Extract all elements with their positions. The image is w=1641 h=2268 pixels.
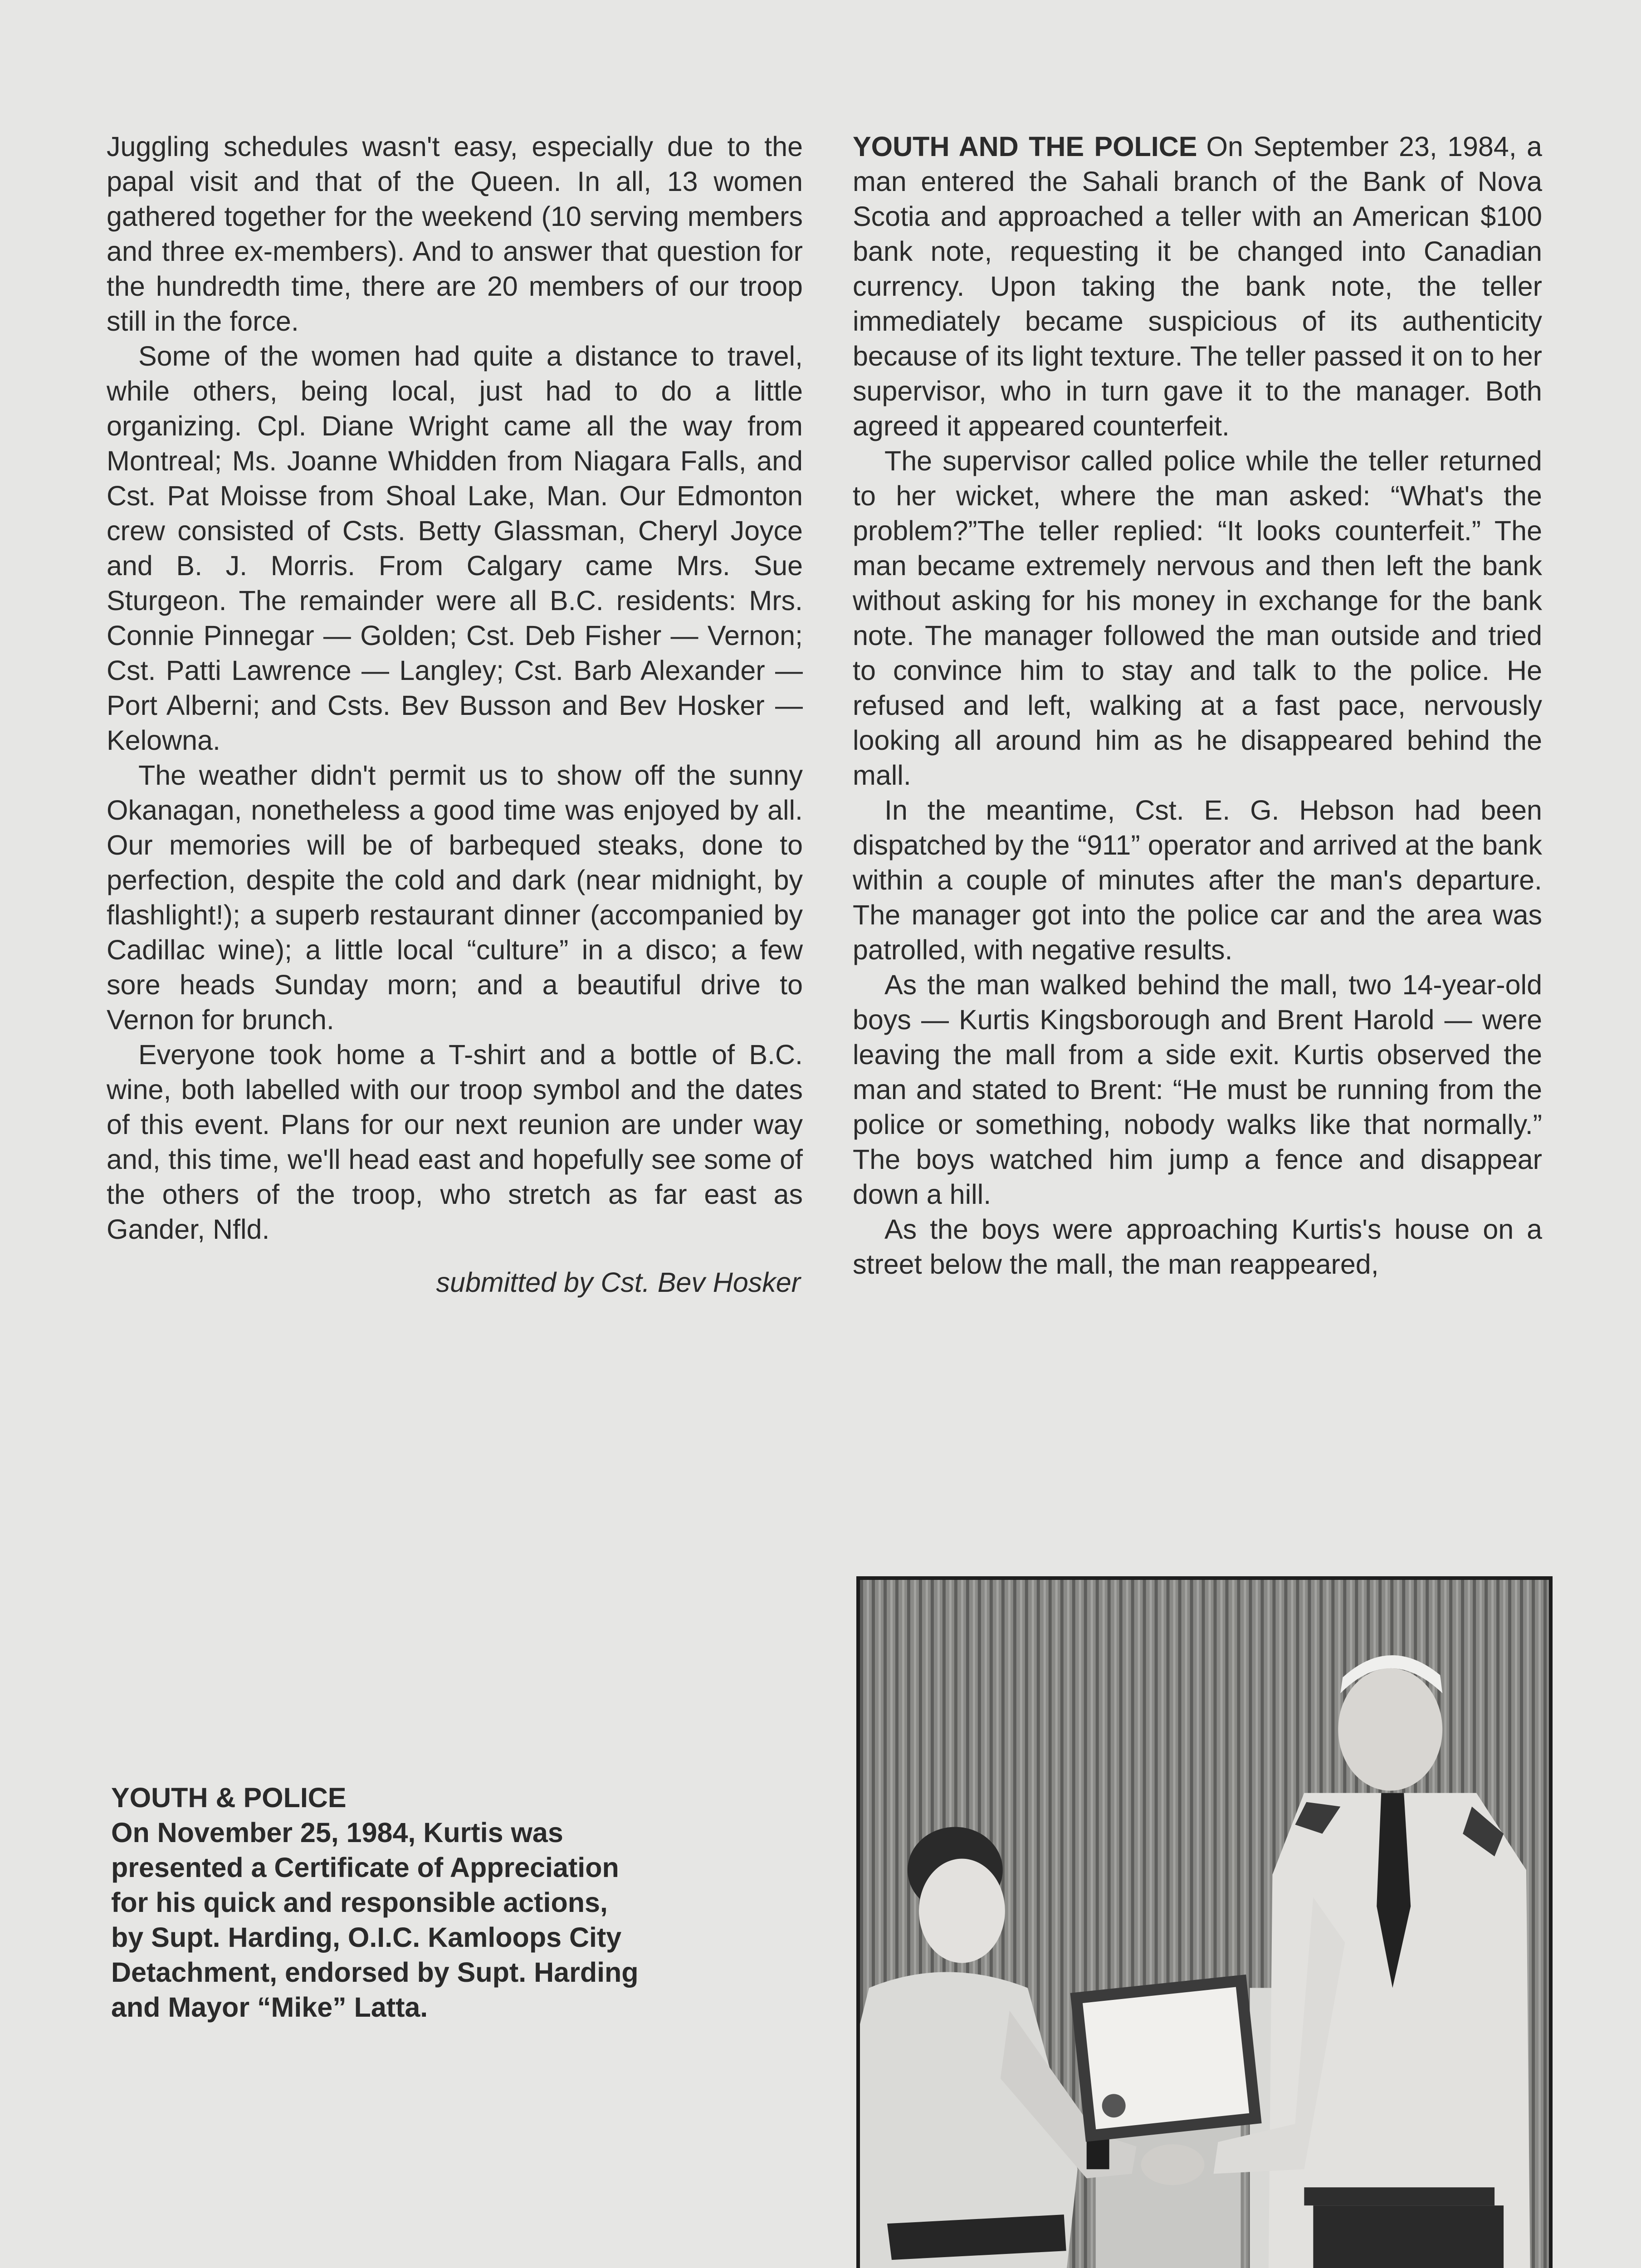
paragraph-with-heading: [853, 129, 1542, 444]
paragraph: The supervisor called police while the teller returned to her wicket, where the man asked: “What's the problem?”The teller replied: “It looks counterfeit.” The man became extremely nervous and then left the bank without asking for his money in exchange for the bank note. The manager followed the man outside and tried to convince him to stay and talk to the police. He refused and left, walking at a fast pace, nervously looking all around him as he disappeared behind the mall.: [853, 445, 1542, 791]
paragraph: Juggling schedules wasn't easy, especially due to the papal visit and that of the Queen. In all, 13 women gathered together for the weekend (10 serving members and three ex-members). And to answer that question for the hundredth time, there are 20 members of our troop still in the force.: [107, 131, 803, 337]
section-heading: YOUTH AND THE POLICE: [853, 131, 1197, 162]
photo-image: [860, 1580, 1549, 2268]
certificate: [1070, 1975, 1262, 2142]
left-column: [107, 129, 803, 1300]
paragraph: The weather didn't permit us to show off the sunny Okanagan, nonetheless a good time was enjoyed by all. Our memories will be of barbequed steaks, done to perfection, despite the cold and dark (near midnight, by flashlight!); a superb restaurant dinner (accompanied by Cadillac wine); a little local “culture” in a disco; a few sore heads Sunday morn; and a beautiful drive to Vernon for brunch.: [107, 760, 803, 1035]
paragraph: As the boys were approaching Kurtis's house on a street below the mall, the man reappeared,: [853, 1214, 1542, 1280]
caption-text: On November 25, 1984, Kurtis was presented a Certificate of Appreciation for his quick and responsible actions, by Supt. Harding, O.I.C. Kamloops City Detachment, endorsed by Supt. Harding and Mayor “Mike” Latta.: [111, 1817, 639, 2023]
paragraph: Everyone took home a T-shirt and a bottle of B.C. wine, both labelled with our troop symbol and the dates of this event. Plans for our next reunion are under way and, this time, we'll head east and hopefully see some of the others of the troop, who stretch as far east as Gander, Nfld.: [107, 1039, 803, 1245]
paragraph: In the meantime, Cst. E. G. Hebson had been dispatched by the “911” operator and arrived at the bank within a couple of minutes after the man's departure. The manager got into the police car and the area was patrolled, with negative results.: [853, 795, 1542, 965]
byline-signature: submitted by Cst. Bev Hosker: [436, 1267, 801, 1298]
caption-title: YOUTH & POLICE: [111, 1782, 347, 1813]
paragraph: Some of the women had quite a distance to travel, while others, being local, just had to do a little organizing. Cpl. Diane Wright came all the way from Montreal; Ms. Joanne Whidden from Niagara Falls, and Cst. Pat Moisse from Shoal Lake, Man. Our Edmonton crew consisted of Csts. Betty Glassman, Cheryl Joyce and B. J. Morris. From Calgary came Mrs. Sue Sturgeon. The remainder were all B.C. residents: Mrs. Connie Pinnegar — Golden; Cst. Deb Fisher — Vernon; Cst. Patti Lawrence — Langley; Cst. Barb Alexander — Port Alberni; and Csts. Bev Busson and Bev Hosker — Kelowna.: [107, 341, 803, 756]
photo-certificate-presentation: [856, 1576, 1553, 2268]
paragraph: As the man walked behind the mall, two 14-year-old boys — Kurtis Kingsborough and Brent Harold — were leaving the mall from a side exit. Kurtis observed the man and stated to Brent: “He must be running from the police or something, nobody walks like that normally.” The boys watched him jump a fence and disappear down a hill.: [853, 969, 1542, 1210]
right-column: [853, 129, 1542, 1282]
photo-caption: [111, 1780, 646, 2025]
paragraph-text: On September 23, 1984, a man entered the Sahali branch of the Bank of Nova Scotia and approached a teller with an American $100 bank note, requesting it be changed into Canadian currency. Upon taking the bank note, the teller immediately became suspicious of its authenticity because of its light texture. The teller passed it on to her supervisor, who in turn gave it to the manager. Both agreed it appeared counterfeit.: [853, 131, 1542, 441]
